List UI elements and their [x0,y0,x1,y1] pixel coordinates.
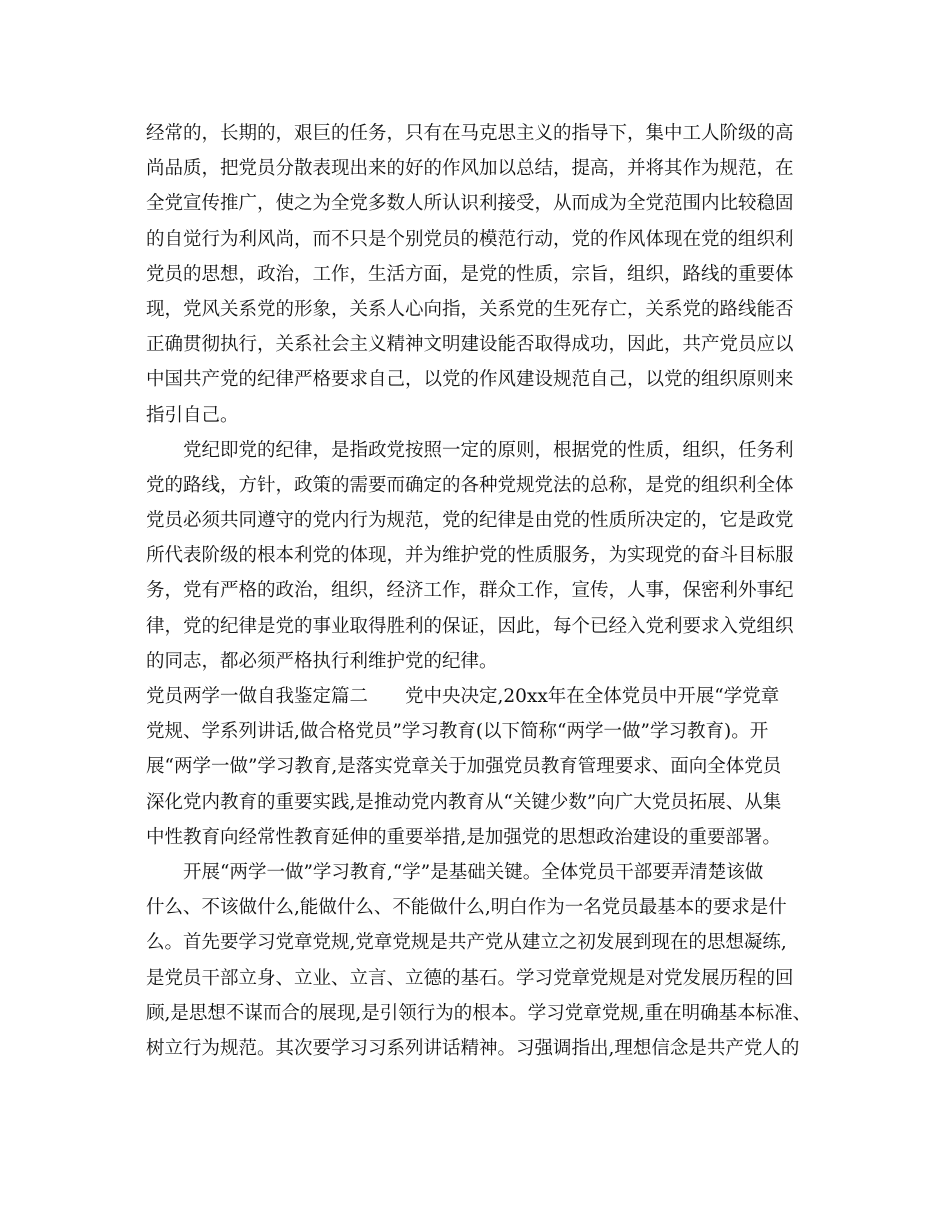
text-line: 树立行为规范。其次要学习习系列讲话精神。习强调指出,理想信念是共产党人的 [146,1037,800,1059]
text-line: 党员的思想，政治，工作，生活方面，是党的性质，宗旨，组织，路线的重要体 [146,263,794,285]
paragraph-section-two [146,679,826,855]
paragraph-party-style [146,116,826,433]
text-line: 开展“两学一做”学习教育,“学”是基础关键。全体党员干部要弄清楚该做 [183,861,764,883]
text-line: 深化党内教育的重要实践,是推动党内教育从“关键少数”向广大党员拓展、从集 [146,791,782,813]
paragraph-study-education [146,855,826,1066]
text-line: 经常的，长期的，艰巨的任务，只有在马克思主义的指导下，集中工人阶级的高 [146,123,794,144]
text-line: 党规、学系列讲话,做合格党员”学习教育(以下简称“两学一做”学习教育)。开 [146,721,769,743]
text-line: 正确贯彻执行，关系社会主义精神文明建设能否取得成功，因此，共产党员应以 [146,334,794,356]
text-line: 务，党有严格的政治，组织，经济工作，群众工作，宣传，人事，保密利外事纪 [146,580,794,602]
text-line: 展“两学一做”学习教育,是落实党章关于加强党员教育管理要求、面向全体党员 [146,756,782,778]
document-body [146,116,826,1066]
text-line: 中国共产党的纪律严格要求自己，以党的作风建设规范自己，以党的组织原则来 [146,369,794,391]
text-line: 指引自己。 [146,404,239,426]
text-line: 党的路线，方针，政策的需要而确定的各种党规党法的总称，是党的组织利全体 [146,474,794,496]
text-line: 律，党的纪律是党的事业取得胜利的保证，因此，每个已经入党利要求入党组织 [146,615,794,637]
text-line: 所代表阶级的根本利党的体现，并为维护党的性质服务，为实现党的奋斗目标服 [146,545,794,567]
text-line: 全党宣传推广，使之为全党多数人所认识利接受，从而成为全党范围内比较稳固 [146,193,794,215]
text-line: 什么、不该做什么,能做什么、不能做什么,明白作为一名党员最基本的要求是什 [146,897,787,919]
text-line: 党纪即党的纪律，是指政党按照一定的原则，根据党的性质，组织，任务利 [183,439,794,461]
paragraph-party-discipline [146,433,826,679]
text-line: 顾,是思想不谋而合的展现,是引领行为的根本。学习党章党规,重在明确基本标准、 [146,1002,812,1024]
text-line: 的自觉行为利风尚，而不只是个别党员的模范行动，党的作风体现在党的组织利 [146,228,794,250]
text-line: 的同志，都必须严格执行利维护党的纪律。 [146,650,498,672]
text-line: 中性教育向经常性教育延伸的重要举措,是加强党的思想政治建设的重要部署。 [146,826,781,848]
text-line: 尚品质，把党员分散表现出来的好的作风加以总结，提高，并将其作为规范，在 [146,158,794,180]
text-line: 党员两学一做自我鉴定篇二 党中央决定,20xx年在全体党员中开展“学党章 [146,686,780,707]
text-line: 么。首先要学习党章党规,党章党规是共产党从建立之初发展到现在的思想凝练, [146,932,787,954]
text-line: 是党员干部立身、立业、立言、立德的基石。学习党章党规是对党发展历程的回 [146,967,794,989]
text-line: 现，党风关系党的形象，关系人心向指，关系党的生死存亡，关系党的路线能否 [146,298,794,320]
text-line: 党员必须共同遵守的党内行为规范，党的纪律是由党的性质所决定的，它是政党 [146,510,794,532]
